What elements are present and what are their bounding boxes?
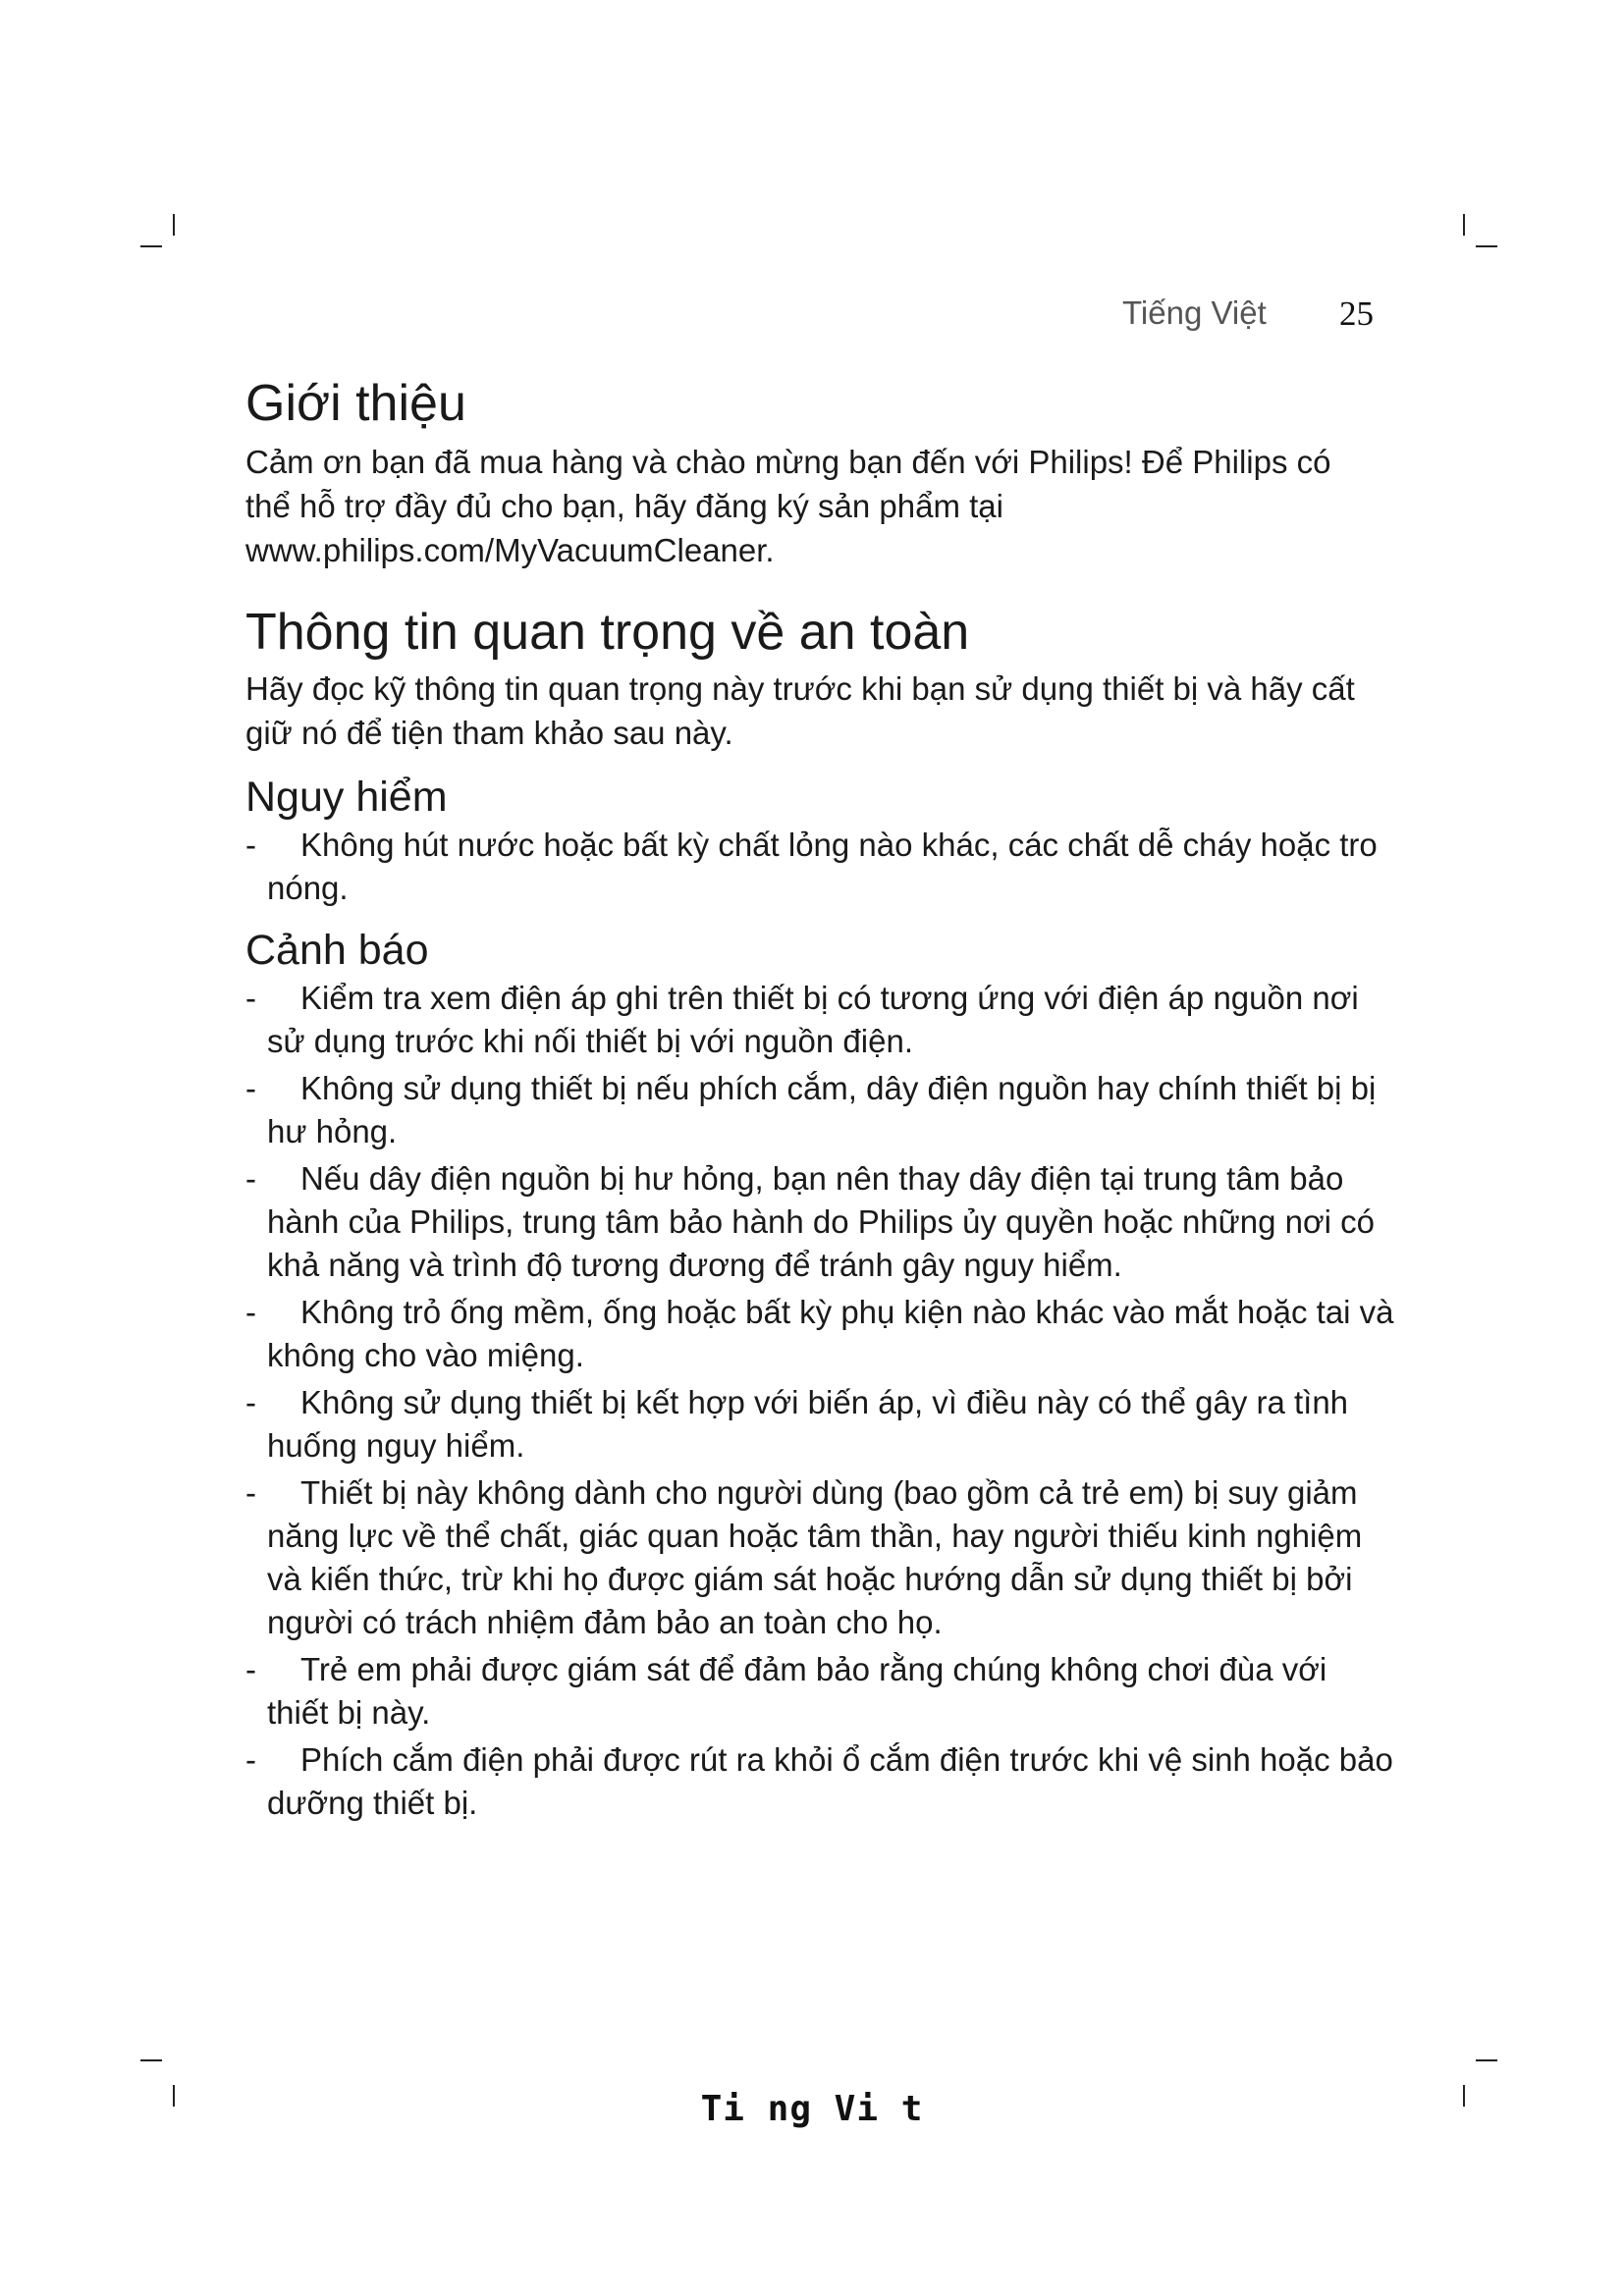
safety-title: Thông tin quan trọng về an toàn (245, 604, 970, 661)
bullet-dash: - (245, 1070, 256, 1106)
warning-subsection (245, 926, 1394, 1825)
bullet-dash: - (245, 1651, 256, 1687)
warning-item-text: Phích cắm điện phải được rút ra khỏi ổ cắm điện trước khi vệ sinh hoặc bảo dưỡng thiết bị. (267, 1741, 1393, 1821)
bullet-dash: - (245, 1160, 256, 1197)
list-item (245, 1381, 1394, 1468)
safety-section (245, 602, 1394, 1825)
bullet-dash: - (245, 1384, 256, 1420)
list-item (245, 1738, 1394, 1825)
header-language: Tiếng Việt (1122, 294, 1267, 331)
bullet-dash: - (245, 980, 256, 1016)
crop-mark-top-left-h (140, 245, 162, 247)
list-item (245, 1291, 1394, 1377)
crop-mark-top-right-v (1463, 214, 1465, 236)
running-header (1041, 291, 1394, 340)
intro-body: Cảm ơn bạn đã mua hàng và chào mừng bạn đến với Philips! Để Philips có thể hỗ trợ đầy đủ cho bạn, hãy đăng ký sản phẩm tại www.philips.com/MyVacuumCleaner. (245, 444, 1331, 568)
page-content (245, 373, 1394, 1825)
warning-title: Cảnh báo (245, 927, 429, 974)
list-item (245, 1067, 1394, 1153)
warning-item-text: Không sử dụng thiết bị nếu phích cắm, dây điện nguồn hay chính thiết bị bị hư hỏng. (267, 1070, 1377, 1149)
bullet-dash: - (245, 1741, 256, 1778)
bullet-dash: - (245, 827, 256, 863)
list-item (245, 1648, 1394, 1735)
bullet-dash: - (245, 1474, 256, 1511)
intro-title: Giới thiệu (245, 375, 466, 432)
warning-item-text: Thiết bị này không dành cho người dùng (bao gồm cả trẻ em) bị suy giảm năng lực về thể chất, giác quan hoặc tâm thần, hay người thiếu kinh nghiệm và kiến thức, trừ khi họ được giám sát hoặc hướng dẫn sử dụng thiết bị bởi người có trách nhiệm đảm bảo an toàn cho họ. (267, 1474, 1363, 1640)
warning-item-text: Kiểm tra xem điện áp ghi trên thiết bị có tương ứng với điện áp nguồn nơi sử dụng trước khi nối thiết bị với nguồn điện. (267, 980, 1359, 1059)
footer-language: Ti ng Vi t (700, 2089, 924, 2129)
list-item (245, 824, 1394, 910)
danger-title: Nguy hiểm (245, 774, 448, 821)
list-item (245, 1157, 1394, 1287)
crop-mark-bottom-right-h (1476, 2059, 1497, 2061)
warning-item-text: Không trỏ ống mềm, ống hoặc bất kỳ phụ kiện nào khác vào mắt hoặc tai và không cho vào miệng. (267, 1294, 1394, 1373)
warning-item-text: Trẻ em phải được giám sát để đảm bảo rằng chúng không chơi đùa với thiết bị này. (267, 1651, 1327, 1731)
danger-subsection (245, 773, 1394, 910)
bullet-dash: - (245, 1294, 256, 1330)
danger-list (245, 824, 1394, 910)
crop-mark-top-left-v (173, 214, 175, 236)
page-number: 25 (1339, 294, 1374, 333)
list-item (245, 1471, 1394, 1644)
list-item (245, 977, 1394, 1063)
warning-item-text: Nếu dây điện nguồn bị hư hỏng, bạn nên thay dây điện tại trung tâm bảo hành của Philips, trung tâm bảo hành do Philips ủy quyền hoặc những nơi có khả năng và trình độ tương đương để tránh gây nguy hiểm. (267, 1160, 1375, 1283)
warning-item-text: Không sử dụng thiết bị kết hợp với biến áp, vì điều này có thể gây ra tình huống nguy hiểm. (267, 1384, 1349, 1464)
crop-mark-top-right-h (1476, 245, 1497, 247)
crop-mark-bottom-left-h (140, 2059, 162, 2061)
danger-item-text: Không hút nước hoặc bất kỳ chất lỏng nào khác, các chất dễ cháy hoặc tro nóng. (267, 827, 1378, 906)
intro-section (245, 373, 1394, 572)
safety-body: Hãy đọc kỹ thông tin quan trọng này trước khi bạn sử dụng thiết bị và hãy cất giữ nó để tiện tham khảo sau này. (245, 670, 1355, 751)
warning-list (245, 977, 1394, 1825)
